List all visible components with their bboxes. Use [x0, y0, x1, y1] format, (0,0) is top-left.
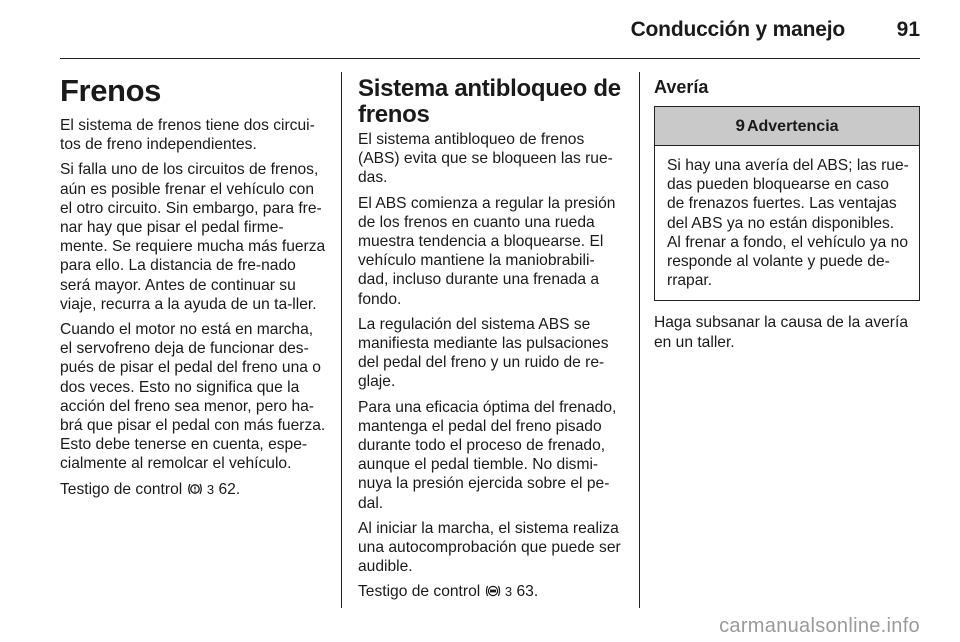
paragraph: Haga subsanar la causa de la avería en un taller. [654, 314, 908, 351]
warning-title: Advertencia [746, 118, 839, 135]
reference-label: Testigo de control [60, 480, 183, 498]
reference-page[interactable]: 63. [516, 583, 539, 601]
paragraph: El ABS comienza a regular la presión de los frenos en cuanto una rueda muestra tendencia a bloquearse. El vehículo mantiene la maniobrabili-dad, incluso durante una frenada a fondo. [358, 194, 616, 308]
paragraph: Al iniciar la marcha, el sistema realiza una autocomprobación que puede ser audible. [358, 519, 621, 576]
heading-averia: Avería [654, 77, 709, 97]
warning-header [655, 107, 919, 146]
section-title: Conducción y manejo [630, 18, 845, 41]
warning-text: Si hay una avería del ABS; las rue-das pueden bloquearse en caso de frenazos fuertes. Las ventajas del ABS ya no están disponibles. Al frenar a fondo, el vehículo ya no responde al volante y puede de-rrapar. [667, 157, 909, 290]
brake-warning-icon [187, 482, 203, 496]
heading-frenos: Frenos [60, 73, 161, 108]
column-divider [639, 72, 640, 608]
column-abs [358, 70, 624, 608]
heading-abs: Sistema antibloqueo de frenos [358, 75, 621, 128]
column-averia [654, 70, 920, 608]
paragraph: Cuando el motor no está en marcha, el servofreno deja de funcionar des-pués de pisar el pedal del freno una o dos veces. Esto no significa que la acción del freno sea menor, pero ha-brá que pisar el pedal con más fuerza. Esto debe tenerse en cuenta, espe-cialmente al remolcar el vehículo. [60, 321, 326, 473]
paragraph: El sistema de frenos tiene dos circui-tos de freno independientes. [60, 117, 315, 154]
column-frenos [60, 70, 326, 608]
paragraph: El sistema antibloqueo de frenos (ABS) evita que se bloqueen las rue-das. [358, 131, 613, 187]
control-light-reference [358, 582, 624, 601]
column-divider [341, 72, 342, 608]
paragraph: Para una eficacia óptima del frenado, mantenga el pedal del freno pisado durante todo el proceso de frenado, aunque el pedal tiemble. No dismi-nuya la presión ejercida sobre el pe-dal. [358, 398, 617, 512]
reference-label: Testigo de control [358, 583, 481, 601]
reference-arrow-icon: 3 [206, 481, 215, 497]
reference-page[interactable]: 62. [218, 480, 241, 498]
watermark: carmanualsonline.info [719, 615, 920, 637]
warning-triangle-icon: 9 [735, 116, 745, 135]
abs-warning-icon [485, 584, 501, 598]
reference-arrow-icon: 3 [504, 584, 513, 600]
control-light-reference [60, 480, 326, 499]
page-header [60, 14, 920, 59]
warning-box [654, 106, 920, 301]
paragraph: La regulación del sistema ABS se manifiesta mediante las pulsaciones del pedal del freno y un ruido de re-glaje. [358, 315, 609, 391]
paragraph: Si falla uno de los circuitos de frenos, aún es posible frenar el vehículo con el otro circuito. Sin embargo, para fre-nar hay que pisar el pedal firme-mente. Se requiere mucha más fuerza para ello. La distancia de fre-nado será mayor. Antes de continuar su viaje, recurra a la ayuda de un ta-ller. [60, 161, 326, 313]
page-number: 91 [896, 18, 920, 41]
